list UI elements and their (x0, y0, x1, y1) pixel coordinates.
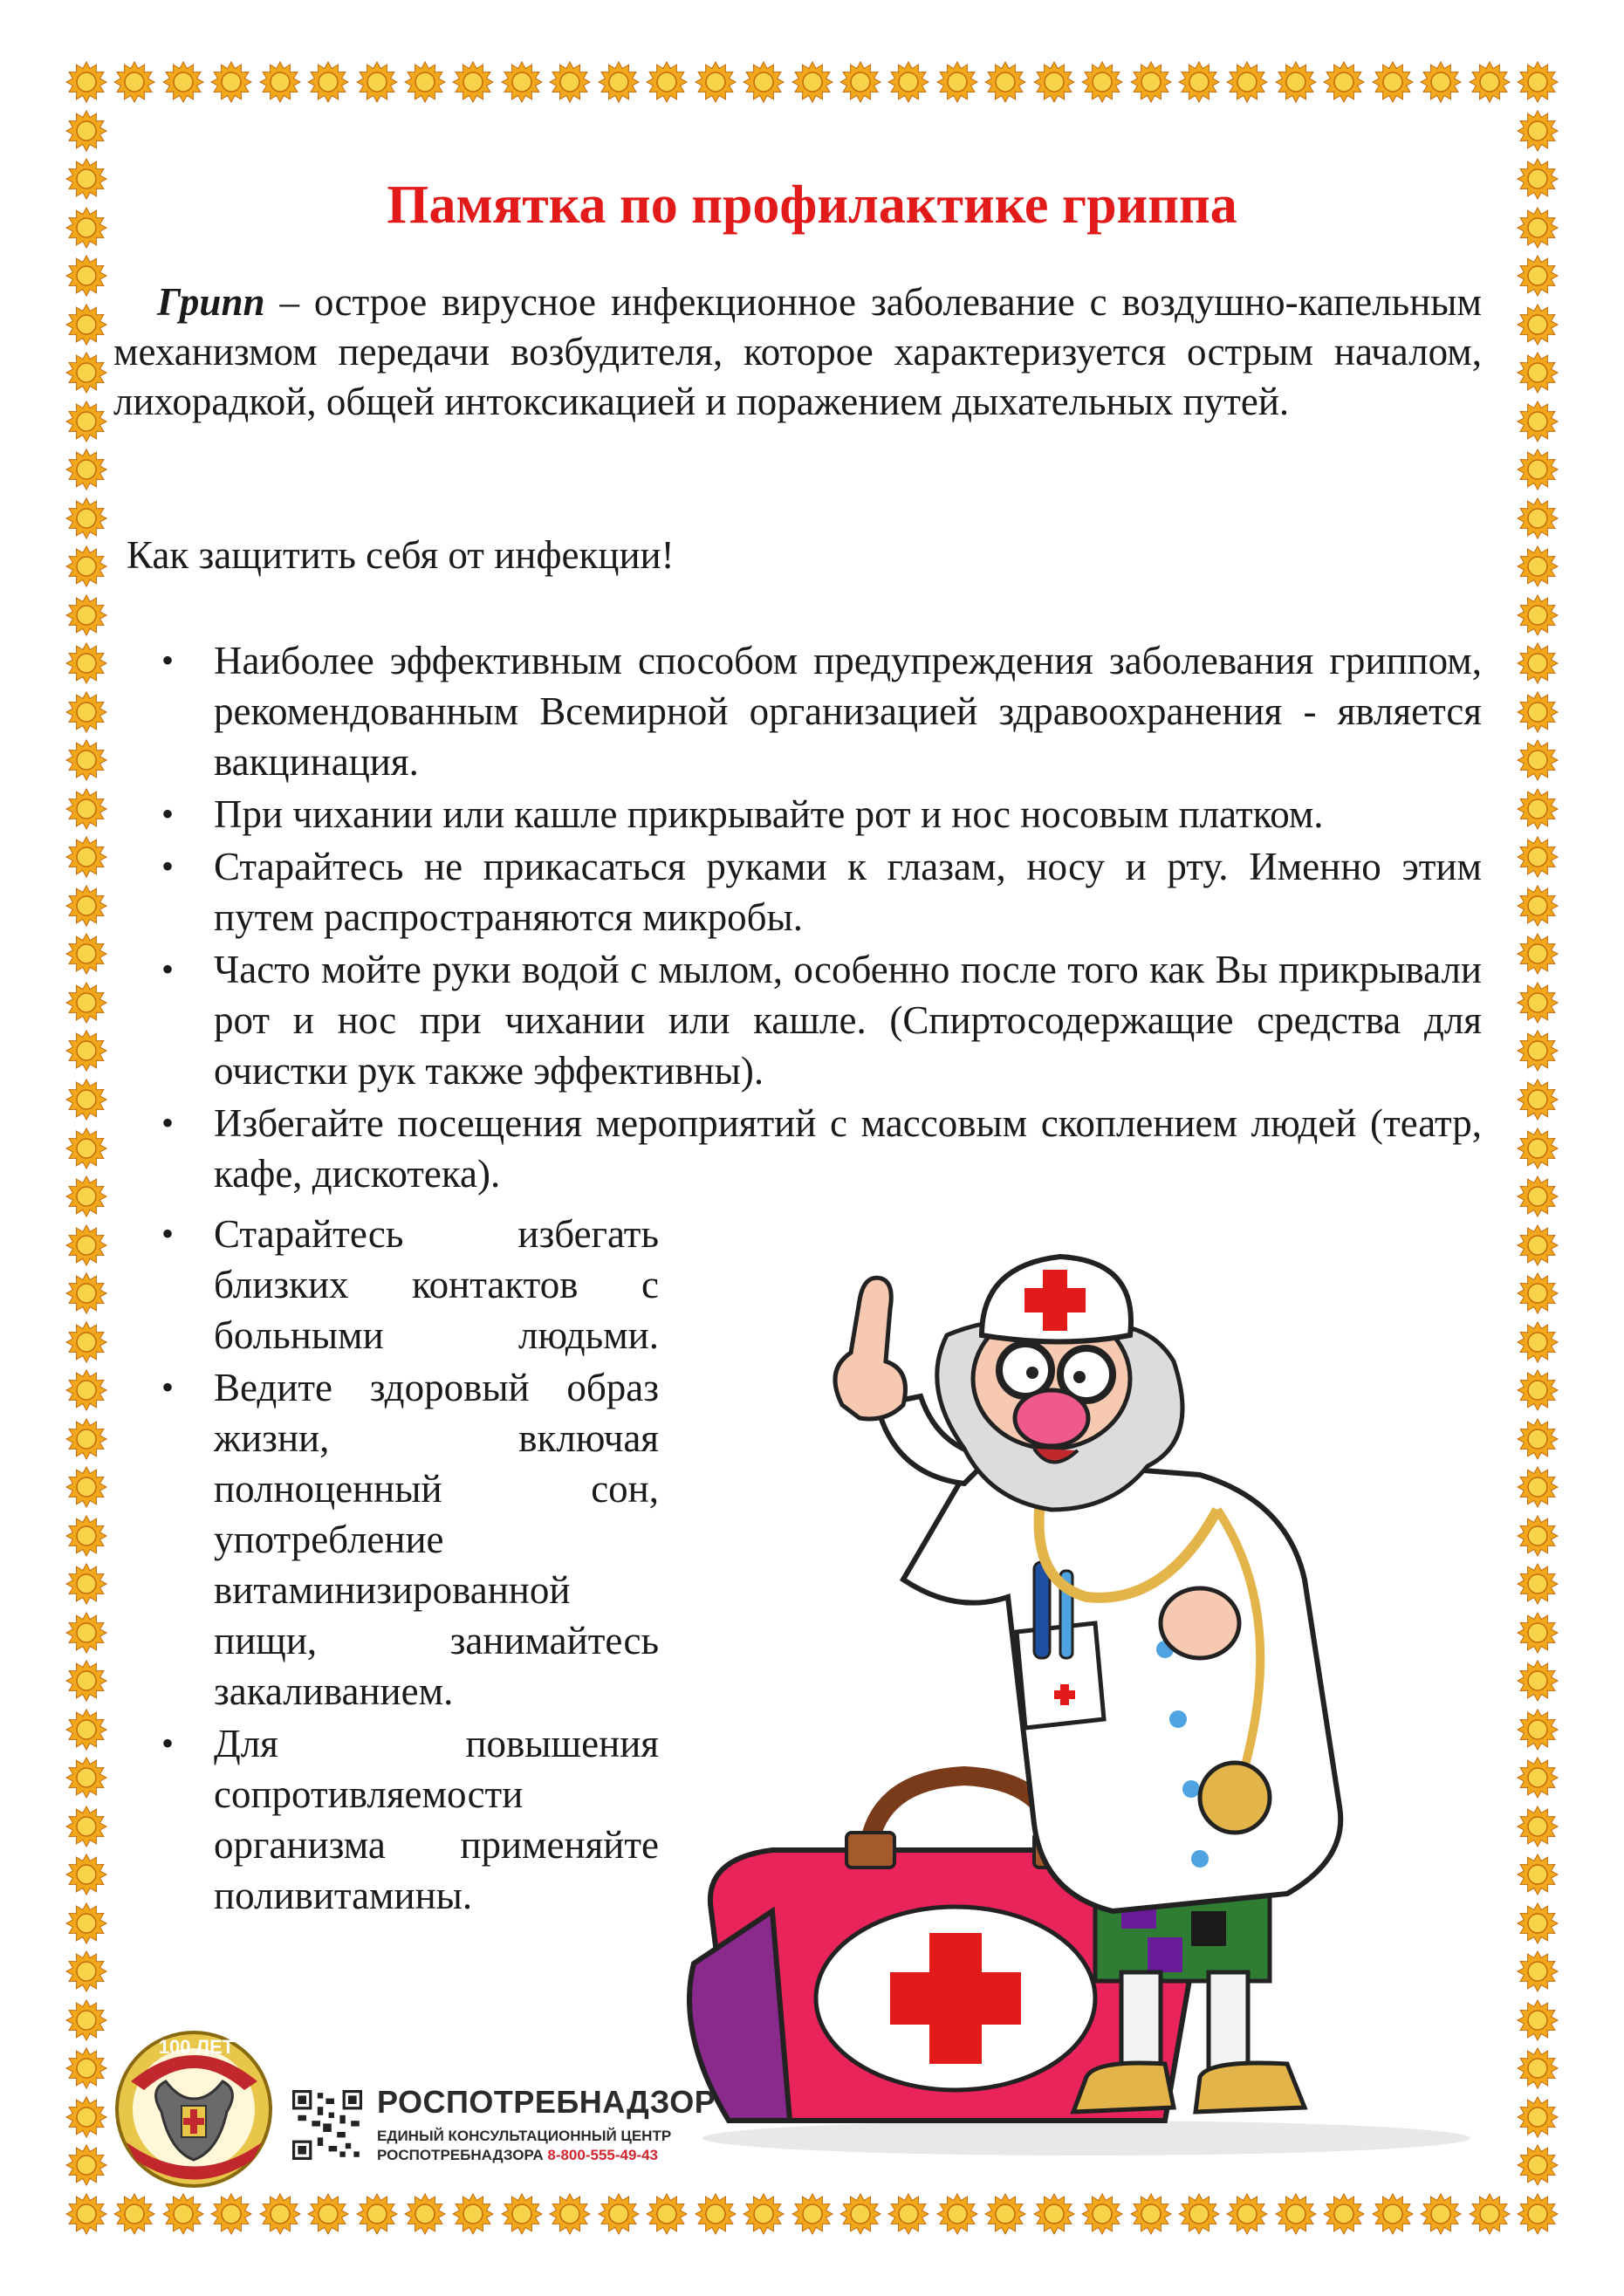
sun-border-icon (1517, 1030, 1559, 1072)
sun-border-icon (1517, 401, 1559, 442)
sun-border-icon (65, 1854, 107, 1895)
sun-border-icon (839, 2193, 881, 2235)
sun-border-icon (1517, 885, 1559, 927)
sun-border-icon (65, 545, 107, 587)
footer-line1: ЕДИНЫЙ КОНСУЛЬТАЦИОННЫЙ ЦЕНТР (377, 2128, 672, 2144)
sun-border-icon (501, 2193, 543, 2235)
sun-border-icon (695, 61, 737, 103)
sun-border-icon (1517, 836, 1559, 878)
sun-border-icon (743, 61, 785, 103)
sun-border-icon (1130, 61, 1172, 103)
sun-border-icon (1517, 739, 1559, 781)
sun-border-icon (1178, 61, 1220, 103)
sun-border-icon (65, 788, 107, 830)
list-item: • Избегайте посещения мероприятий с массовым скоплением людей (театр, кафе, дискотека). (161, 1098, 1482, 1199)
sun-border-icon (1517, 1612, 1559, 1654)
sun-border-icon (1517, 1999, 1559, 2041)
sun-border-icon (65, 61, 107, 103)
page-title: Памятка по профилактике гриппа (387, 175, 1237, 235)
sun-border-icon (65, 352, 107, 394)
sun-border-icon (743, 2193, 785, 2235)
sun-border-icon (1517, 788, 1559, 830)
sun-border-icon (65, 1902, 107, 1944)
sun-border-icon (1517, 1806, 1559, 1847)
sun-border-icon (936, 61, 978, 103)
sun-border-icon (356, 61, 398, 103)
sun-border-icon (1081, 2193, 1123, 2235)
sun-border-icon (549, 2193, 591, 2235)
sun-border-icon (1517, 982, 1559, 1024)
sun-border-icon (1517, 1660, 1559, 1702)
sun-border-icon (887, 61, 929, 103)
sun-border-icon (65, 2096, 107, 2138)
sun-border-icon (1517, 61, 1559, 103)
sun-border-icon (1517, 1418, 1559, 1460)
sun-border-icon (1372, 61, 1414, 103)
sun-border-icon (65, 1660, 107, 1702)
sun-border-icon (839, 61, 881, 103)
sun-border-icon (984, 2193, 1026, 2235)
sun-border-icon (65, 1466, 107, 1508)
sun-border-icon (1517, 1369, 1559, 1411)
sun-border-icon (65, 1757, 107, 1799)
sun-border-icon (65, 1999, 107, 2041)
sun-border-icon (65, 401, 107, 442)
sun-border-icon (65, 1709, 107, 1751)
sun-border-icon (65, 1369, 107, 1411)
sun-border-icon (1033, 61, 1075, 103)
sun-border-icon (65, 1127, 107, 1169)
sun-border-icon (65, 1224, 107, 1266)
sun-border-icon (1517, 1950, 1559, 1992)
sun-border-icon (65, 1418, 107, 1460)
sun-border-icon (65, 594, 107, 636)
sun-border-icon (695, 2193, 737, 2235)
sun-border-icon (1323, 61, 1365, 103)
footer-line2: РОСПОТРЕБНАДЗОРА (377, 2147, 544, 2163)
sun-border-icon (65, 691, 107, 733)
footer-brand: РОСПОТРЕБНАДЗОР (377, 2084, 716, 2120)
sun-border-icon (113, 61, 155, 103)
sun-border-icon (1517, 594, 1559, 636)
rospotrebnadzor-block (377, 2084, 716, 2164)
list-item: • Старайтесь избегать близких контактов с больными людьми. (161, 1209, 659, 1360)
sun-border-icon (65, 207, 107, 249)
list-item: • Часто мойте руки водой с мылом, особенно после того как Вы прикрывали рот и нос при чихании или кашле. (Спиртосодержащие средства для очистки рук также эффективны). (161, 944, 1482, 1096)
sun-border-icon (646, 61, 688, 103)
sun-border-icon (404, 2193, 446, 2235)
sun-border-icon (113, 2193, 155, 2235)
sun-border-icon (65, 1079, 107, 1121)
sun-border-icon (1517, 1854, 1559, 1895)
sun-border-icon (1517, 255, 1559, 297)
sun-border-icon (1517, 207, 1559, 249)
sun-border-icon (65, 1515, 107, 1557)
sun-border-icon (1517, 1757, 1559, 1799)
sun-border-icon (65, 836, 107, 878)
sun-border-icon (1517, 1902, 1559, 1944)
sun-border-icon (65, 642, 107, 684)
sun-border-icon (1081, 61, 1123, 103)
doctor-illustration (676, 1248, 1488, 2155)
sun-border-icon (65, 304, 107, 346)
sun-border-icon (1517, 2144, 1559, 2186)
sun-border-icon (210, 61, 252, 103)
sun-border-icon (936, 2193, 978, 2235)
tips-list (161, 635, 1482, 1201)
sun-border-icon (259, 2193, 301, 2235)
sun-border-icon (1178, 2193, 1220, 2235)
sun-border-icon (1517, 545, 1559, 587)
emblem-caption: 100 ЛЕТ (158, 2036, 235, 2058)
sun-border-icon (1323, 2193, 1365, 2235)
footer-phone: 8-800-555-49-43 (547, 2147, 659, 2163)
sun-border-icon (549, 61, 591, 103)
sun-border-icon (1517, 642, 1559, 684)
sun-border-icon (887, 2193, 929, 2235)
sun-border-icon (791, 61, 833, 103)
sun-border-icon (65, 885, 107, 927)
sun-border-icon (307, 61, 349, 103)
sun-border-icon (65, 1272, 107, 1314)
sun-border-icon (1517, 933, 1559, 975)
sun-border-icon (1226, 61, 1268, 103)
list-item: • Для повышения сопротивляемости организма применяйте поливитамины. (161, 1718, 659, 1921)
sun-border-icon (1420, 2193, 1462, 2235)
sun-border-icon (65, 1563, 107, 1605)
sun-border-icon (65, 497, 107, 539)
list-item: • Наиболее эффективным способом предупреждения заболевания гриппом, рекомендованным Всемирной организацией здравоохранения - является вакцинация. (161, 635, 1482, 787)
sun-border-icon (646, 2193, 688, 2235)
sun-border-icon (1130, 2193, 1172, 2235)
sun-border-icon (404, 61, 446, 103)
sun-border-icon (356, 2193, 398, 2235)
sun-border-icon (1517, 449, 1559, 490)
sun-border-icon (1517, 1079, 1559, 1121)
sun-border-icon (65, 1806, 107, 1847)
sun-border-icon (1469, 61, 1511, 103)
sun-border-icon (1517, 2096, 1559, 2138)
sun-border-icon (1517, 2047, 1559, 2089)
sun-border-icon (1517, 1127, 1559, 1169)
sun-border-icon (1517, 1563, 1559, 1605)
sun-border-icon (1517, 304, 1559, 346)
sun-border-icon (1275, 61, 1317, 103)
sun-border-icon (1372, 2193, 1414, 2235)
sun-border-icon (65, 110, 107, 152)
sun-border-icon (65, 2144, 107, 2186)
sun-border-icon (501, 61, 543, 103)
sun-border-icon (598, 61, 640, 103)
sun-border-icon (1226, 2193, 1268, 2235)
sun-border-icon (1033, 2193, 1075, 2235)
sun-border-icon (1517, 497, 1559, 539)
list-item: • Ведите здоровый образ жизни, включая полноценный сон, употребление витаминизированной пищи, занимайтесь закаливанием. (161, 1362, 659, 1717)
sun-border-icon (65, 158, 107, 200)
sun-border-icon (452, 2193, 494, 2235)
sun-border-icon (65, 1175, 107, 1217)
sun-border-icon (1517, 1709, 1559, 1751)
sun-border-icon (1517, 1321, 1559, 1363)
sun-border-icon (65, 1950, 107, 1992)
sun-border-icon (1517, 691, 1559, 733)
sun-border-icon (598, 2193, 640, 2235)
sun-border-icon (162, 61, 204, 103)
sun-border-icon (1517, 1272, 1559, 1314)
sun-border-icon (307, 2193, 349, 2235)
sun-border-icon (1517, 1515, 1559, 1557)
sun-border-icon (65, 982, 107, 1024)
sun-border-icon (65, 2047, 107, 2089)
sun-border-icon (1420, 61, 1462, 103)
sun-border-icon (65, 739, 107, 781)
sun-border-icon (791, 2193, 833, 2235)
sun-border-icon (984, 61, 1026, 103)
sun-border-icon (162, 2193, 204, 2235)
sun-border-icon (65, 449, 107, 490)
sun-border-icon (65, 933, 107, 975)
sun-border-icon (1517, 110, 1559, 152)
sun-border-icon (65, 1612, 107, 1654)
sun-border-icon (65, 255, 107, 297)
intro-term: Грипп (157, 280, 265, 324)
sun-border-icon (1275, 2193, 1317, 2235)
sun-border-icon (1469, 2193, 1511, 2235)
sun-border-icon (210, 2193, 252, 2235)
sun-border-icon (1517, 352, 1559, 394)
list-item: • Старайтесь не прикасаться руками к глазам, носу и рту. Именно этим путем распространяются микробы. (161, 841, 1482, 942)
sun-border-icon (1517, 2193, 1559, 2235)
intro-text: – острое вирусное инфекционное заболевание с воздушно-капельным механизмом передачи возбудителя, которое характеризуется острым началом, лихорадкой, общей интоксикацией и поражением дыхательных путей. (113, 280, 1482, 423)
sun-border-icon (65, 2193, 107, 2235)
sun-border-icon (1517, 1466, 1559, 1508)
sun-border-icon (1517, 158, 1559, 200)
sun-border-icon (452, 61, 494, 103)
sun-border-icon (259, 61, 301, 103)
sun-border-icon (1517, 1224, 1559, 1266)
sun-border-icon (65, 1321, 107, 1363)
qr-code-icon (292, 2090, 362, 2160)
subheading: Как защитить себя от инфекции! (127, 533, 675, 577)
sun-border-icon (65, 1030, 107, 1072)
tips-list-narrow (161, 1209, 659, 1922)
footer-line2-row (377, 2147, 716, 2164)
sun-border-icon (1517, 1175, 1559, 1217)
list-item: • При чихании или кашле прикрывайте рот и нос носовым платком. (161, 789, 1482, 840)
intro-paragraph (113, 278, 1482, 427)
